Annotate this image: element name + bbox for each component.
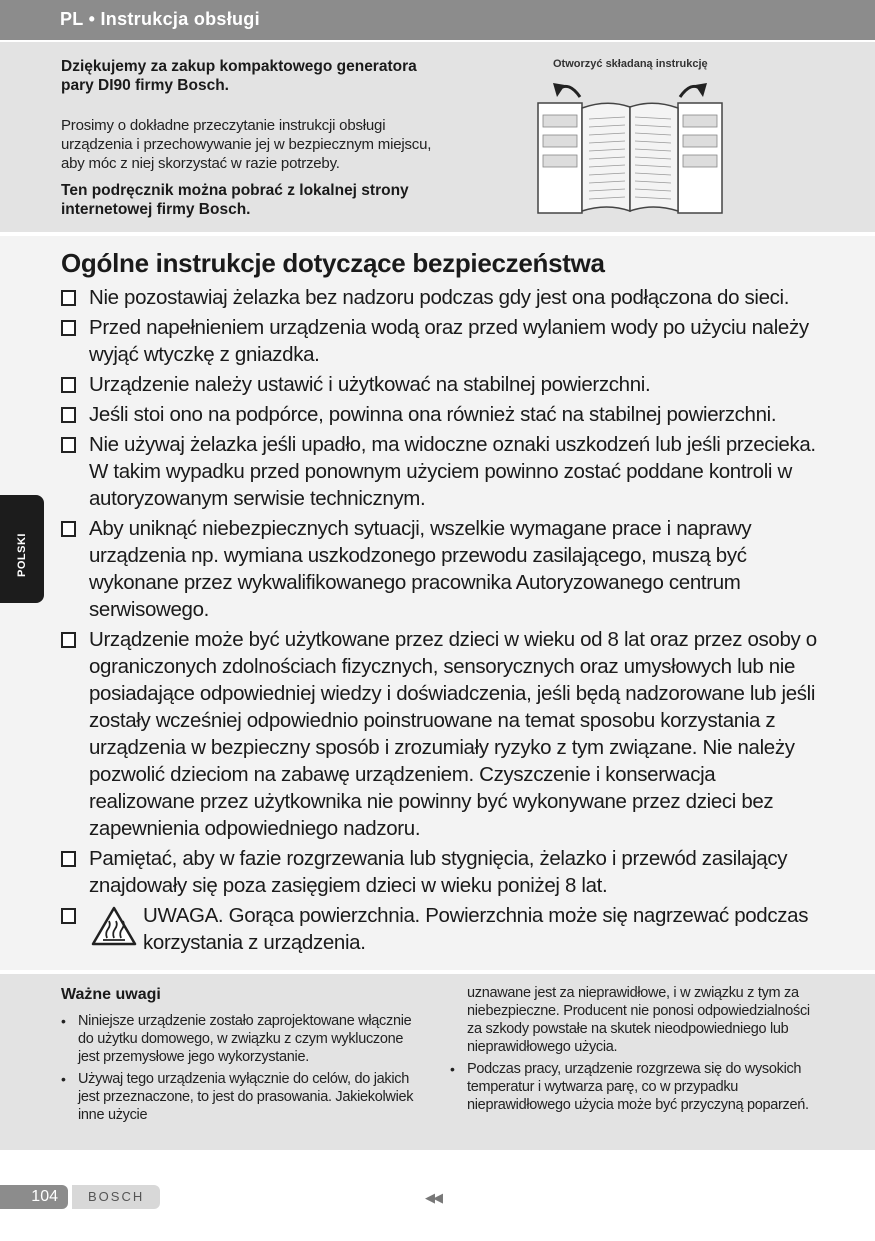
safety-item bbox=[61, 515, 821, 623]
notes-title: Ważne uwagi bbox=[61, 986, 161, 1003]
safety-title: Ogólne instrukcje dotyczące bezpieczeństwa bbox=[61, 248, 605, 278]
checkbox-icon bbox=[61, 290, 76, 306]
notes-right-column bbox=[450, 984, 820, 1118]
intro-thanks: Dziękujemy za zakup kompaktowego generatora pary DI90 firmy Bosch. bbox=[61, 58, 417, 94]
fold-out-manual-icon bbox=[535, 75, 725, 215]
safety-item-text: Jeśli stoi ono na podpórce, powinna ona również stać na stabilnej powierzchni. bbox=[89, 403, 777, 426]
header-title: PL • Instrukcja obsługi bbox=[60, 9, 260, 29]
safety-item-text: Pamiętać, aby w fazie rozgrzewania lub stygnięcia, żelazko i przewód zasilający znajdowały się poza zasięgiem dzieci w wieku poniżej 8 lat. bbox=[89, 847, 788, 897]
checkbox-icon bbox=[61, 407, 76, 423]
safety-item-text: Nie używaj żelazka jeśli upadło, ma widoczne oznaki uszkodzeń lub jeśli przecieka. W takim wypadku przed ponownym użyciem powinno zostać poddane kontroli w autoryzowanym serwisie technicznym. bbox=[89, 433, 816, 510]
hot-surface-warning-icon bbox=[91, 906, 137, 946]
notes-left-column bbox=[61, 1012, 421, 1128]
safety-section bbox=[0, 236, 875, 970]
safety-item-text: Urządzenie należy ustawić i użytkować na stabilnej powierzchni. bbox=[89, 373, 651, 396]
safety-item-text: Urządzenie może być użytkowane przez dzieci w wieku od 8 lat oraz przez osoby o ograniczonych zdolnościach fizycznych, sensorycznych oraz umysłowych lub nie posiadające odpowiedniej wiedzy i doświadczenia, jeśli będą nadzorowane lub jeśli zostały wcześniej odpowiednio poinstruowane na temat sposobu korzystania z urządzenia w bezpieczny sposób i zrozumiały ryzyko z tym związane. Nie należy pozwolić dzieciom na zabawę urządzeniem. Czyszczenie i konserwacja realizowane przez użytkownika nie powinny być wykonywane przez dzieci bez zapewnienia odpowiedniego nadzoru. bbox=[89, 628, 817, 840]
safety-warning-text: UWAGA. Gorąca powierzchnia. Powierzchnia może się nagrzewać podczas korzystania z urządzenia. bbox=[143, 904, 809, 954]
intro-download: Ten podręcznik można pobrać z lokalnej strony internetowej firmy Bosch. bbox=[61, 182, 409, 218]
language-tab-label: POLSKI bbox=[16, 533, 28, 577]
previous-page-icon[interactable]: ◀◀ bbox=[425, 1190, 441, 1205]
note-bullet: • Niniejsze urządzenie zostało zaprojektowane włącznie do użytku domowego, w związku z czym wykluczone jest przemysłowe jego wykorzystanie. bbox=[61, 1012, 421, 1066]
checkbox-icon bbox=[61, 632, 76, 648]
language-tab bbox=[0, 495, 44, 603]
checkbox-icon bbox=[61, 437, 76, 453]
safety-list bbox=[61, 282, 821, 959]
safety-item bbox=[61, 314, 821, 368]
intro-section bbox=[0, 42, 875, 232]
safety-item-text: Aby uniknąć niebezpiecznych sytuacji, wszelkie wymagane prace i naprawy urządzenia np. wymiana uszkodzonego przewodu zasilającego, muszą być wykonane przez wykwalifikowanego pracownika Autoryzowanego centrum serwisowego. bbox=[89, 517, 752, 621]
checkbox-icon bbox=[61, 320, 76, 336]
safety-item bbox=[61, 401, 821, 428]
safety-item bbox=[61, 371, 821, 398]
page-number: 104 bbox=[0, 1185, 68, 1209]
brand-label: BOSCH bbox=[72, 1185, 160, 1209]
note-continuation: uznawane jest za nieprawidłowe, i w związku z tym za niebezpieczne. Producent nie ponosi odpowiedzialności za szkody powstałe na skutek nieodpowiedniego lub nieprawidłowego użycia. bbox=[467, 985, 810, 1055]
safety-item bbox=[61, 431, 821, 512]
safety-warning-item bbox=[61, 902, 821, 956]
safety-item bbox=[61, 845, 821, 899]
intro-read-carefully: Prosimy o dokładne przeczytanie instrukcji obsługi urządzenia i przechowywanie jej w bezpiecznym miejscu, aby móc z niej skorzystać w razie potrzeby. bbox=[61, 117, 432, 172]
safety-item-text: Przed napełnieniem urządzenia wodą oraz przed wylaniem wody po użyciu należy wyjąć wtyczkę z gniazdka. bbox=[89, 316, 809, 366]
checkbox-icon bbox=[61, 851, 76, 867]
safety-item-text: Nie pozostawiaj żelazka bez nadzoru podczas gdy jest ona podłączona do sieci. bbox=[89, 286, 790, 309]
safety-item bbox=[61, 284, 821, 311]
checkbox-icon bbox=[61, 908, 76, 924]
header-bar bbox=[0, 0, 875, 40]
fold-out-label: Otworzyć składaną instrukcję bbox=[553, 58, 708, 70]
intro-text bbox=[61, 57, 441, 219]
notes-section bbox=[0, 974, 875, 1150]
note-bullet: • Podczas pracy, urządzenie rozgrzewa się do wysokich temperatur i wytwarza parę, co w przypadku nieprawidłowego użycia może być przyczyną poparzeń. bbox=[450, 1060, 820, 1114]
checkbox-icon bbox=[61, 377, 76, 393]
note-bullet: • Używaj tego urządzenia wyłącznie do celów, do jakich jest przeznaczone, to jest do prasowania. Jakiekolwiek inne użycie bbox=[61, 1070, 421, 1124]
footer bbox=[0, 1185, 875, 1209]
checkbox-icon bbox=[61, 521, 76, 537]
safety-item bbox=[61, 626, 821, 842]
